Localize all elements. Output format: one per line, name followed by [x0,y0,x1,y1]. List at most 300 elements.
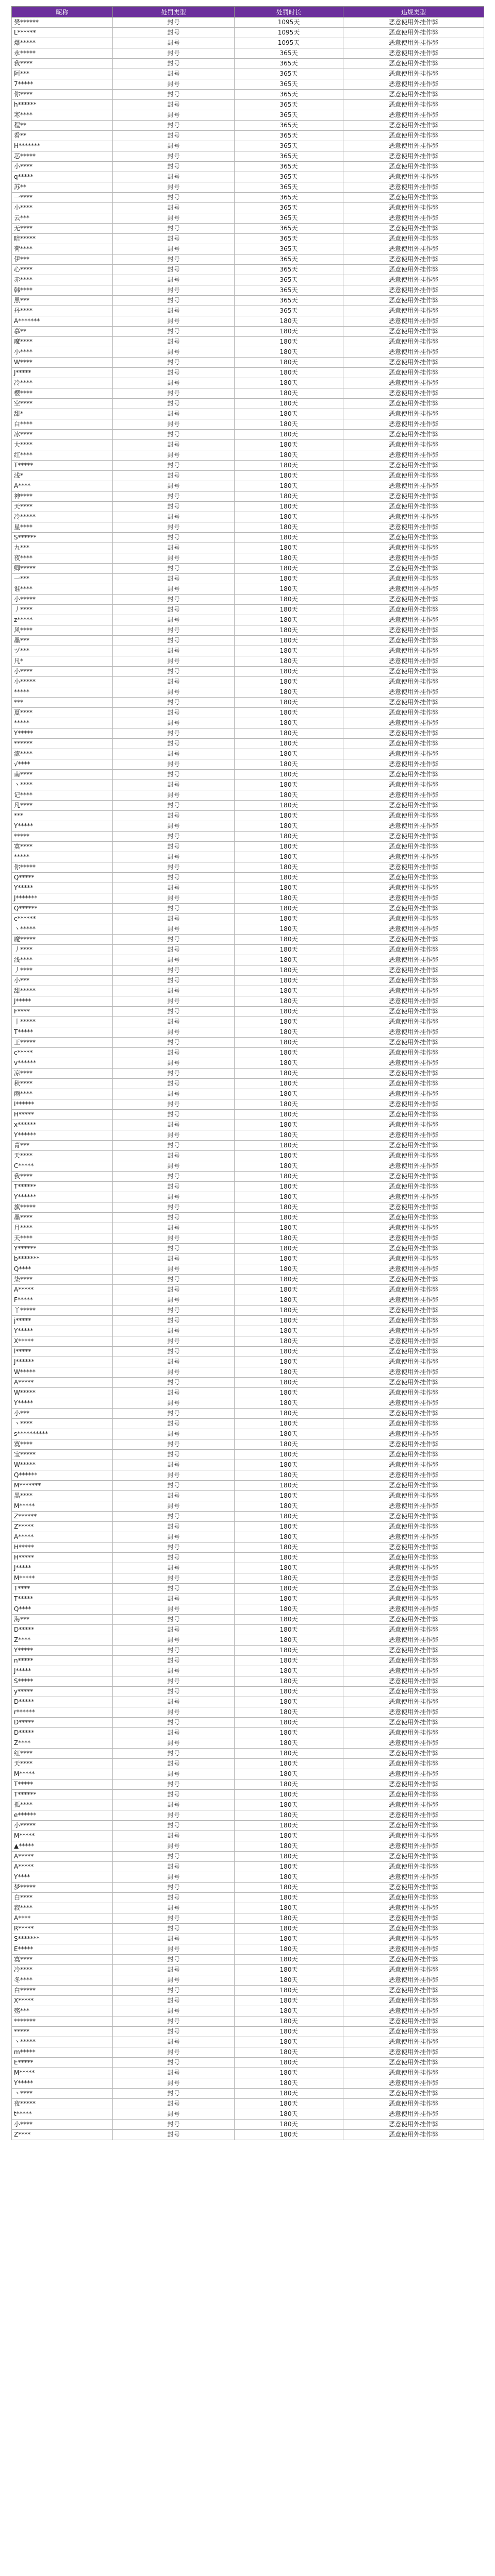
cell-violation-type: 恶意使用外挂作弊 [343,59,484,69]
cell-penalty-type: 封号 [113,492,235,502]
cell-penalty-duration: 365天 [235,193,343,203]
cell-penalty-duration: 180天 [235,801,343,811]
cell-violation-type: 恶意使用外挂作弊 [343,646,484,656]
cell-violation-type: 恶意使用外挂作弊 [343,2120,484,2130]
cell-violation-type: 恶意使用外挂作弊 [343,1491,484,1501]
cell-penalty-duration: 180天 [235,924,343,935]
cell-penalty-duration: 180天 [235,1790,343,1800]
cell-penalty-type: 封号 [113,316,235,327]
cell-nickname: Q****** [12,1470,113,1481]
cell-violation-type: 恶意使用外挂作弊 [343,1110,484,1120]
cell-penalty-type: 封号 [113,1099,235,1110]
cell-violation-type: 恶意使用外挂作弊 [343,1728,484,1738]
cell-penalty-duration: 180天 [235,996,343,1007]
cell-violation-type: 恶意使用外挂作弊 [343,1244,484,1254]
cell-violation-type: 恶意使用外挂作弊 [343,440,484,450]
cell-nickname: 大**** [12,440,113,450]
cell-violation-type: 恶意使用外挂作弊 [343,512,484,522]
table-row [12,1017,484,1027]
cell-violation-type: 恶意使用外挂作弊 [343,162,484,172]
table-row [12,1615,484,1625]
cell-penalty-type: 封号 [113,790,235,801]
cell-violation-type: 恶意使用外挂作弊 [343,656,484,667]
table-row [12,1944,484,1955]
cell-nickname: T***** [12,1027,113,1038]
cell-nickname: ****** [12,739,113,749]
cell-violation-type: 恶意使用外挂作弊 [343,945,484,955]
table-row [12,1800,484,1810]
table-row [12,1604,484,1615]
cell-nickname: Y***** [12,2078,113,2089]
cell-penalty-type: 封号 [113,1244,235,1254]
cell-nickname: E***** [12,1944,113,1955]
cell-penalty-type: 封号 [113,1604,235,1615]
cell-penalty-duration: 365天 [235,90,343,100]
cell-penalty-duration: 180天 [235,1038,343,1048]
cell-penalty-duration: 180天 [235,1913,343,1924]
cell-violation-type: 恶意使用外挂作弊 [343,347,484,358]
cell-violation-type: 恶意使用外挂作弊 [343,1501,484,1512]
cell-nickname: 小***** [12,677,113,687]
cell-nickname: A***** [12,1532,113,1543]
cell-penalty-type: 封号 [113,1295,235,1306]
cell-penalty-duration: 180天 [235,1986,343,1996]
cell-violation-type: 恶意使用外挂作弊 [343,1573,484,1584]
cell-violation-type: 恶意使用外挂作弊 [343,667,484,677]
cell-penalty-type: 封号 [113,265,235,275]
cell-penalty-type: 封号 [113,1058,235,1069]
cell-penalty-type: 封号 [113,1161,235,1172]
cell-violation-type: 恶意使用外挂作弊 [343,893,484,904]
cell-violation-type: 恶意使用外挂作弊 [343,450,484,461]
cell-penalty-duration: 180天 [235,1192,343,1202]
table-row [12,1852,484,1862]
cell-penalty-duration: 180天 [235,1707,343,1718]
cell-violation-type: 恶意使用外挂作弊 [343,976,484,986]
table-row [12,1697,484,1707]
cell-violation-type: 恶意使用外挂作弊 [343,677,484,687]
cell-penalty-duration: 180天 [235,1800,343,1810]
cell-penalty-type: 封号 [113,1130,235,1141]
cell-nickname: e****** [12,1810,113,1821]
cell-penalty-duration: 365天 [235,151,343,162]
table-row [12,2109,484,2120]
cell-violation-type: 恶意使用外挂作弊 [343,625,484,636]
cell-violation-type: 恶意使用外挂作弊 [343,1172,484,1182]
cell-nickname: 夏**** [12,708,113,718]
table-row [12,1573,484,1584]
cell-penalty-duration: 180天 [235,811,343,821]
cell-nickname: 梦***** [12,1883,113,1893]
table-row [12,172,484,182]
cell-nickname: 神**** [12,492,113,502]
cell-penalty-type: 封号 [113,1172,235,1182]
cell-nickname: z***** [12,615,113,625]
table-row [12,1543,484,1553]
cell-penalty-duration: 180天 [235,1264,343,1275]
cell-violation-type: 恶意使用外挂作弊 [343,2130,484,2140]
cell-penalty-type: 封号 [113,584,235,595]
cell-nickname: 柒**** [12,1275,113,1285]
cell-violation-type: 恶意使用外挂作弊 [343,986,484,996]
table-row [12,1099,484,1110]
cell-nickname: 寂**** [12,1903,113,1913]
cell-penalty-type: 封号 [113,615,235,625]
cell-nickname: ***** [12,718,113,728]
cell-violation-type: 恶意使用外挂作弊 [343,533,484,543]
cell-penalty-type: 封号 [113,1831,235,1841]
table-row [12,1089,484,1099]
cell-penalty-type: 封号 [113,151,235,162]
cell-violation-type: 恶意使用外挂作弊 [343,337,484,347]
cell-penalty-type: 封号 [113,770,235,780]
cell-penalty-duration: 180天 [235,1975,343,1986]
table-row [12,842,484,852]
cell-penalty-duration: 180天 [235,821,343,832]
cell-violation-type: 恶意使用外挂作弊 [343,1563,484,1573]
cell-penalty-duration: 180天 [235,832,343,842]
cell-violation-type: 恶意使用外挂作弊 [343,759,484,770]
cell-penalty-type: 封号 [113,430,235,440]
table-row [12,430,484,440]
table-row [12,698,484,708]
cell-violation-type: 恶意使用外挂作弊 [343,18,484,28]
cell-penalty-duration: 180天 [235,2037,343,2047]
cell-nickname: 小**** [12,203,113,213]
cell-penalty-type: 封号 [113,873,235,883]
cell-penalty-type: 封号 [113,358,235,368]
cell-penalty-type: 封号 [113,1728,235,1738]
cell-violation-type: 恶意使用外挂作弊 [343,316,484,327]
cell-violation-type: 恶意使用外挂作弊 [343,1213,484,1223]
table-row [12,832,484,842]
cell-penalty-type: 封号 [113,28,235,38]
table-row [12,316,484,327]
table-row [12,2027,484,2037]
cell-penalty-duration: 180天 [235,955,343,965]
cell-penalty-duration: 180天 [235,388,343,399]
table-row [12,1367,484,1378]
table-row [12,1625,484,1635]
cell-nickname: 程** [12,121,113,131]
cell-penalty-type: 封号 [113,1460,235,1470]
cell-violation-type: 恶意使用外挂作弊 [343,1635,484,1646]
cell-penalty-type: 封号 [113,1336,235,1347]
cell-nickname: 孤**** [12,1800,113,1810]
cell-nickname: √**** [12,759,113,770]
cell-violation-type: 恶意使用外挂作弊 [343,1439,484,1450]
cell-penalty-type: 封号 [113,780,235,790]
ban-list-table [11,6,484,2140]
cell-nickname: C***** [12,1161,113,1172]
cell-nickname: M***** [12,1573,113,1584]
cell-penalty-type: 封号 [113,121,235,131]
cell-nickname: A***** [12,1862,113,1872]
cell-penalty-type: 封号 [113,1646,235,1656]
cell-penalty-type: 封号 [113,1110,235,1120]
cell-penalty-duration: 180天 [235,646,343,656]
cell-violation-type: 恶意使用外挂作弊 [343,1285,484,1295]
cell-violation-type: 恶意使用外挂作弊 [343,770,484,780]
table-row [12,862,484,873]
cell-penalty-type: 封号 [113,1223,235,1233]
table-row [12,1913,484,1924]
cell-penalty-type: 封号 [113,1306,235,1316]
cell-penalty-duration: 365天 [235,234,343,244]
cell-penalty-type: 封号 [113,718,235,728]
cell-nickname: 爆***** [12,38,113,48]
cell-penalty-duration: 180天 [235,862,343,873]
cell-penalty-duration: 180天 [235,1563,343,1573]
table-row [12,935,484,945]
cell-penalty-duration: 180天 [235,1409,343,1419]
cell-violation-type: 恶意使用外挂作弊 [343,852,484,862]
cell-nickname: t***** [12,2109,113,2120]
cell-violation-type: 恶意使用外挂作弊 [343,100,484,110]
cell-penalty-type: 封号 [113,646,235,656]
cell-violation-type: 恶意使用外挂作弊 [343,121,484,131]
cell-penalty-duration: 180天 [235,780,343,790]
table-row [12,2120,484,2130]
cell-nickname: J***** [12,1563,113,1573]
cell-penalty-duration: 180天 [235,842,343,852]
cell-penalty-type: 封号 [113,234,235,244]
cell-penalty-duration: 180天 [235,2099,343,2109]
cell-penalty-duration: 180天 [235,512,343,522]
cell-penalty-duration: 180天 [235,1676,343,1687]
cell-penalty-duration: 365天 [235,100,343,110]
cell-penalty-duration: 365天 [235,265,343,275]
cell-penalty-type: 封号 [113,1017,235,1027]
cell-penalty-type: 封号 [113,1491,235,1501]
cell-violation-type: 恶意使用外挂作弊 [343,1398,484,1409]
cell-penalty-duration: 180天 [235,1831,343,1841]
table-row [12,1821,484,1831]
cell-nickname: 丨***** [12,1017,113,1027]
table-row [12,1955,484,1965]
cell-nickname: 赤**** [12,275,113,285]
cell-violation-type: 恶意使用外挂作弊 [343,1450,484,1460]
cell-penalty-type: 封号 [113,1202,235,1213]
table-row [12,1069,484,1079]
cell-nickname: Q**** [12,1604,113,1615]
cell-violation-type: 恶意使用外挂作弊 [343,255,484,265]
cell-violation-type: 恶意使用外挂作弊 [343,151,484,162]
table-row [12,1419,484,1429]
cell-nickname: 永***** [12,48,113,59]
cell-penalty-duration: 180天 [235,461,343,471]
cell-nickname: ***** [12,832,113,842]
cell-nickname: L****** [12,28,113,38]
cell-violation-type: 恶意使用外挂作弊 [343,79,484,90]
table-row [12,1780,484,1790]
cell-penalty-duration: 180天 [235,1254,343,1264]
table-row [12,1130,484,1141]
cell-nickname: D***** [12,1728,113,1738]
cell-penalty-duration: 180天 [235,2078,343,2089]
table-row [12,821,484,832]
table-row [12,110,484,121]
cell-nickname: 丿**** [12,605,113,615]
cell-nickname: v****** [12,1058,113,1069]
cell-penalty-duration: 180天 [235,1202,343,1213]
cell-penalty-type: 封号 [113,2016,235,2027]
cell-nickname: 星**** [12,522,113,533]
table-row [12,708,484,718]
cell-violation-type: 恶意使用外挂作弊 [343,1790,484,1800]
cell-violation-type: 恶意使用外挂作弊 [343,1913,484,1924]
cell-penalty-duration: 180天 [235,1615,343,1625]
cell-penalty-duration: 180天 [235,1450,343,1460]
table-row [12,203,484,213]
table-row [12,1336,484,1347]
cell-violation-type: 恶意使用外挂作弊 [343,358,484,368]
table-row [12,79,484,90]
cell-violation-type: 恶意使用外挂作弊 [343,821,484,832]
cell-penalty-duration: 180天 [235,852,343,862]
cell-penalty-type: 封号 [113,48,235,59]
cell-violation-type: 恶意使用外挂作弊 [343,605,484,615]
cell-nickname: 卿***** [12,564,113,574]
cell-violation-type: 恶意使用外挂作弊 [343,28,484,38]
cell-violation-type: 恶意使用外挂作弊 [343,935,484,945]
cell-nickname: 凡* [12,656,113,667]
cell-penalty-duration: 180天 [235,605,343,615]
cell-nickname: 月**** [12,1223,113,1233]
table-row [12,1676,484,1687]
cell-nickname: Y***** [12,1646,113,1656]
cell-penalty-type: 封号 [113,1635,235,1646]
cell-violation-type: 恶意使用外挂作弊 [343,285,484,296]
cell-penalty-duration: 180天 [235,399,343,409]
cell-penalty-type: 封号 [113,1048,235,1058]
cell-nickname: 黑*** [12,296,113,306]
cell-violation-type: 恶意使用外挂作弊 [343,1594,484,1604]
cell-nickname: 冷**** [12,1965,113,1975]
cell-penalty-type: 封号 [113,1872,235,1883]
table-row [12,2006,484,2016]
cell-penalty-type: 封号 [113,564,235,574]
cell-violation-type: 恶意使用外挂作弊 [343,265,484,275]
cell-nickname: 天**** [12,1151,113,1161]
cell-penalty-type: 封号 [113,296,235,306]
cell-penalty-duration: 180天 [235,1275,343,1285]
cell-penalty-type: 封号 [113,1398,235,1409]
cell-violation-type: 恶意使用外挂作弊 [343,1522,484,1532]
cell-penalty-duration: 1095天 [235,28,343,38]
cell-penalty-type: 封号 [113,2120,235,2130]
table-row [12,306,484,316]
cell-penalty-duration: 180天 [235,1965,343,1975]
cell-violation-type: 恶意使用外挂作弊 [343,2089,484,2099]
cell-penalty-duration: 180天 [235,1934,343,1944]
cell-penalty-type: 封号 [113,1852,235,1862]
cell-penalty-duration: 180天 [235,708,343,718]
table-header-row [12,7,484,18]
table-row [12,1810,484,1821]
table-row [12,1141,484,1151]
table-row [12,388,484,399]
cell-nickname: 红**** [12,1749,113,1759]
cell-violation-type: 恶意使用外挂作弊 [343,718,484,728]
cell-nickname: 伊*** [12,255,113,265]
cell-nickname: 夜***** [12,2099,113,2109]
cell-violation-type: 恶意使用外挂作弊 [343,1769,484,1780]
cell-penalty-duration: 365天 [235,224,343,234]
cell-penalty-duration: 365天 [235,141,343,151]
cell-nickname: W***** [12,1367,113,1378]
cell-penalty-duration: 365天 [235,244,343,255]
cell-violation-type: 恶意使用外挂作弊 [343,1460,484,1470]
cell-penalty-duration: 180天 [235,1656,343,1666]
table-row [12,255,484,265]
cell-penalty-duration: 180天 [235,1543,343,1553]
cell-nickname: D***** [12,1625,113,1635]
ban-list-container [11,6,484,2140]
table-row [12,1398,484,1409]
cell-nickname: 芯***** [12,151,113,162]
cell-violation-type: 恶意使用外挂作弊 [343,1058,484,1069]
cell-nickname: 记**** [12,790,113,801]
cell-violation-type: 恶意使用外挂作弊 [343,1254,484,1264]
cell-nickname: 寒**** [12,110,113,121]
cell-penalty-type: 封号 [113,1419,235,1429]
cell-nickname: *** [12,698,113,708]
cell-violation-type: 恶意使用外挂作弊 [343,1161,484,1172]
cell-penalty-type: 封号 [113,141,235,151]
cell-nickname: 丶***** [12,924,113,935]
cell-penalty-type: 封号 [113,213,235,224]
cell-violation-type: 恶意使用外挂作弊 [343,749,484,759]
cell-nickname: 云*** [12,213,113,224]
cell-violation-type: 恶意使用外挂作弊 [343,1676,484,1687]
cell-nickname: Q**** [12,1264,113,1275]
cell-penalty-duration: 180天 [235,1718,343,1728]
cell-penalty-duration: 180天 [235,1872,343,1883]
table-row [12,584,484,595]
cell-penalty-type: 封号 [113,1532,235,1543]
table-row [12,718,484,728]
cell-penalty-type: 封号 [113,708,235,718]
cell-penalty-type: 封号 [113,440,235,450]
cell-nickname: 丫***** [12,1306,113,1316]
table-row [12,1759,484,1769]
cell-penalty-type: 封号 [113,1563,235,1573]
cell-nickname: 丶**** [12,2089,113,2099]
table-body [12,18,484,2140]
cell-penalty-duration: 180天 [235,667,343,677]
cell-violation-type: 恶意使用外挂作弊 [343,2058,484,2068]
cell-nickname: 丹**** [12,306,113,316]
table-row [12,996,484,1007]
cell-penalty-type: 封号 [113,1439,235,1450]
cell-nickname: A**** [12,1913,113,1924]
cell-violation-type: 恶意使用外挂作弊 [343,471,484,481]
cell-penalty-type: 封号 [113,1944,235,1955]
cell-penalty-type: 封号 [113,1841,235,1852]
cell-nickname: 甜* [12,409,113,419]
cell-nickname: 无**** [12,224,113,234]
cell-nickname: 谁**** [12,584,113,595]
table-row [12,461,484,471]
cell-penalty-duration: 180天 [235,2109,343,2120]
cell-penalty-type: 封号 [113,543,235,553]
table-row [12,1347,484,1357]
cell-violation-type: 恶意使用外挂作弊 [343,1089,484,1099]
table-row [12,59,484,69]
table-row [12,522,484,533]
table-row [12,2047,484,2058]
